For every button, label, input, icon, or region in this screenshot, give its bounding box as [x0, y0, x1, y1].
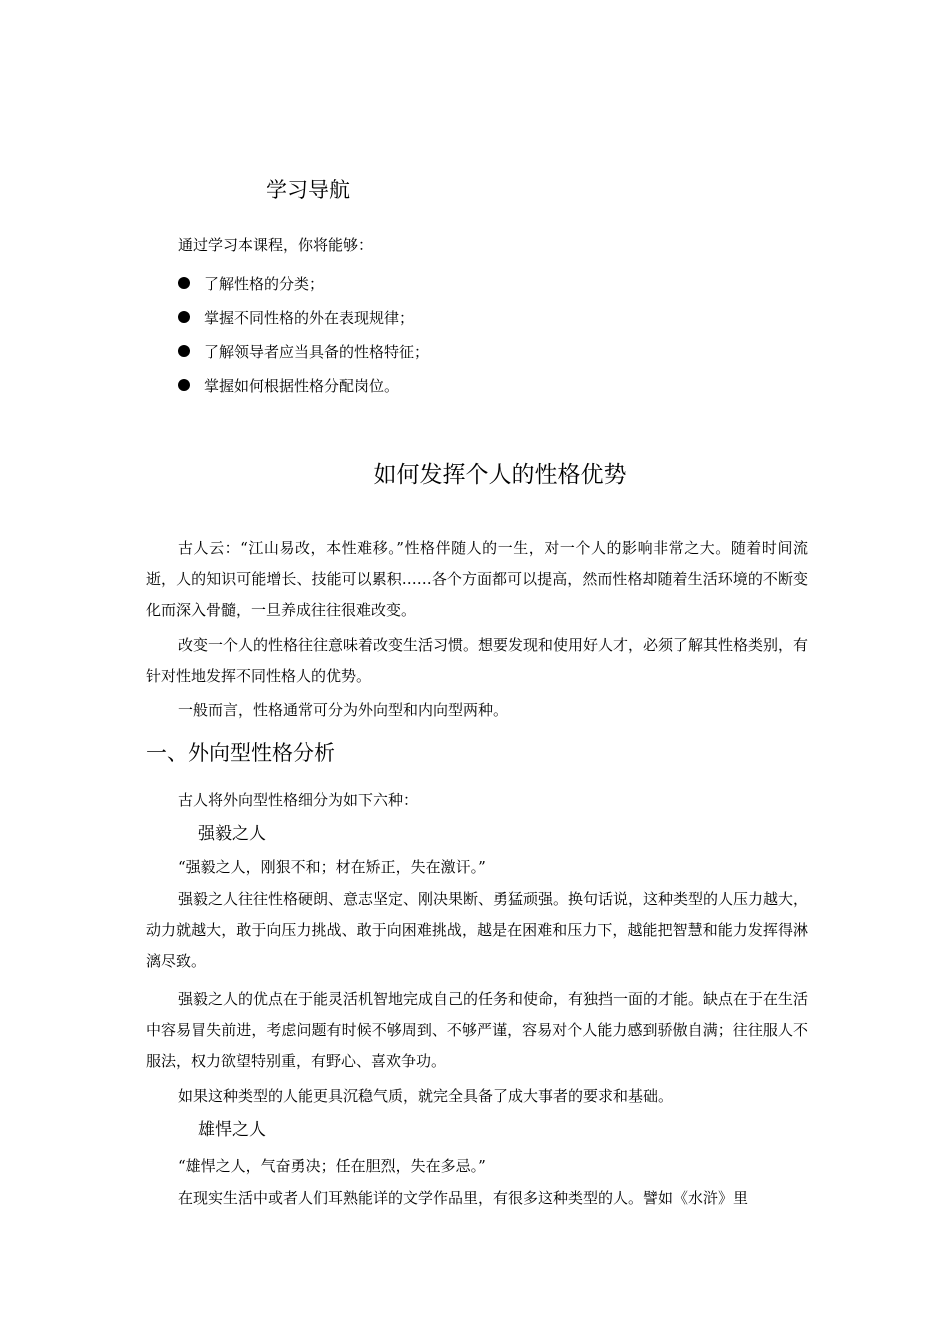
bullet-icon [178, 311, 190, 323]
paragraph: 古人云：“江山易改，本性难移。”性格伴随人的一生，对一个人的影响非常之大。随着时间流逝，人的知识可能增长、技能可以累积……各个方面都可以提高，然而性格却随着生活环境的不断变化而深入骨髓，一旦养成往往很难改变。 [146, 539, 808, 619]
section-heading: 一、外向型性格分析 [146, 741, 335, 765]
list-item: 了解性格的分类； [178, 266, 429, 300]
study-guide-intro: 通过学习本课程，你将能够： [178, 236, 374, 254]
quote-type2: “雄悍之人，气奋勇决；任在胆烈，失在多忌。” [178, 1157, 486, 1175]
paragraph: 强毅之人的优点在于能灵活机智地完成自己的任务和使命，有独挡一面的才能。缺点在于在生活中容易冒失前进，考虑问题有时候不够周到、不够严谨，容易对个人能力感到骄傲自满；往往服人不服法，权力欲望特别重，有野心、喜欢争功。 [146, 990, 809, 1070]
list-item: 掌握不同性格的外在表现规律； [178, 300, 429, 334]
paragraph: 改变一个人的性格往往意味着改变生活习惯。想要发现和使用好人才，必须了解其性格类别，有针对性地发挥不同性格人的优势。 [146, 636, 809, 685]
article-title: 如何发挥个人的性格优势 [373, 462, 627, 488]
subheading-type1: 强毅之人 [198, 824, 266, 844]
paragraph: 强毅之人往往性格硬朗、意志坚定、刚决果断、勇猛顽强。换句话说，这种类型的人压力越大，动力就越大，敢于向压力挑战、敢于向困难挑战，越是在困难和压力下，越能把智慧和能力发挥得淋漓尽致。 [146, 890, 809, 970]
list-item: 掌握如何根据性格分配岗位。 [178, 368, 429, 402]
quote-type1: “强毅之人，刚狠不和；材在矫正，失在激讦。” [178, 858, 486, 876]
paragraph: 在现实生活中或者人们耳熟能详的文学作品里，有很多这种类型的人。譬如《水浒》里 [178, 1189, 749, 1207]
paragraph: 如果这种类型的人能更具沉稳气质，就完全具备了成大事者的要求和基础。 [178, 1087, 674, 1105]
list-item: 了解领导者应当具备的性格特征； [178, 334, 429, 368]
bullet-icon [178, 379, 190, 391]
study-guide-title: 学习导航 [266, 178, 350, 202]
bullet-icon [178, 277, 190, 289]
bullet-icon [178, 345, 190, 357]
subheading-type2: 雄悍之人 [198, 1120, 266, 1140]
objectives-list [178, 266, 429, 402]
paragraph: 一般而言，性格通常可分为外向型和内向型两种。 [178, 701, 509, 719]
section-intro: 古人将外向型性格细分为如下六种： [178, 791, 419, 809]
